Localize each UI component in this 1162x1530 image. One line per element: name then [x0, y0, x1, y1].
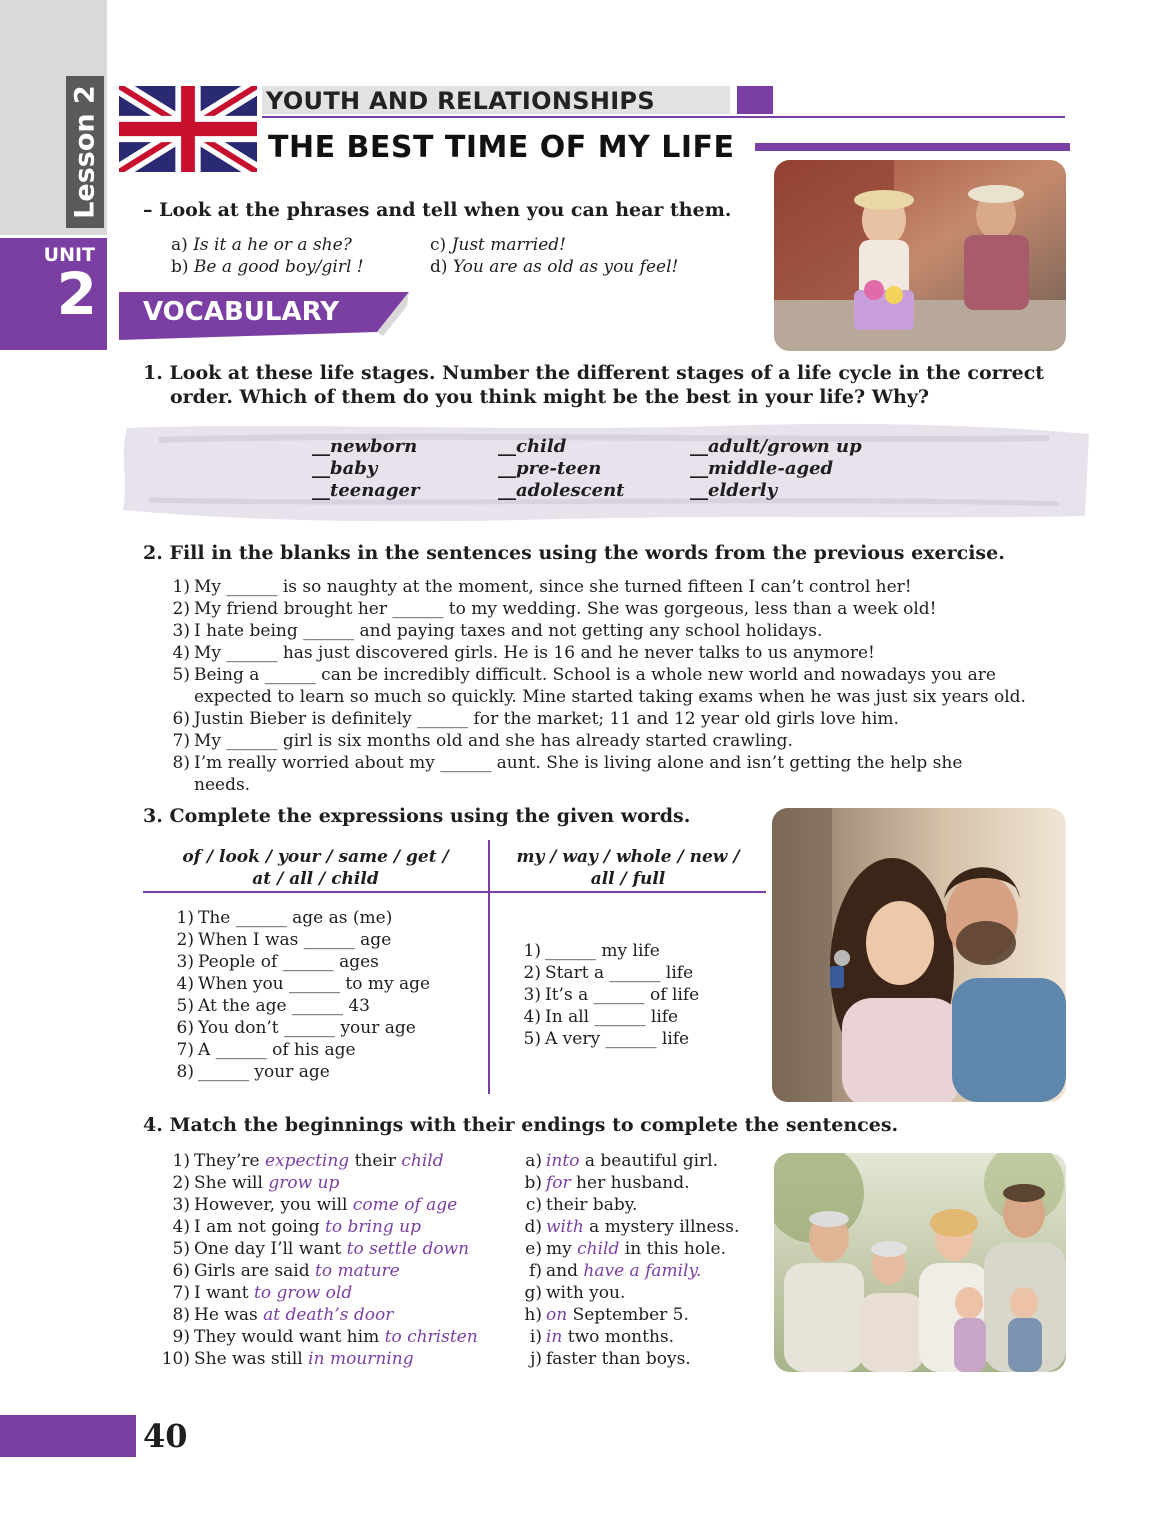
- ending-item: f) and have a family.: [529, 1261, 702, 1281]
- ex4-endings: [522, 1150, 772, 1370]
- beginning-item: 5) One day I’ll want to settle down: [172, 1239, 470, 1259]
- table-rule: [143, 891, 766, 893]
- stage-item: __teenager: [312, 480, 420, 501]
- ending-item: d) with a mystery illness.: [524, 1217, 740, 1237]
- option-d: d) You are as old as you feel!: [430, 257, 679, 277]
- beginning-item: 8) He was at death’s door: [172, 1305, 394, 1325]
- stage-item: __adolescent: [498, 480, 625, 501]
- ex1-line1: 1. Look at these life stages. Number the different stages of a life cycle in the correct: [143, 362, 1045, 384]
- intro-question: – Look at the phrases and tell when you can hear them.: [143, 199, 732, 221]
- photo-couple-with-key: [772, 808, 1066, 1102]
- unit-word: UNIT: [43, 244, 95, 266]
- table-divider: [488, 840, 490, 1094]
- ex2-item: expected to learn so much so quickly. Mine started taking exams when he was just six years old.: [194, 687, 1026, 707]
- ending-item: b) for her husband.: [524, 1173, 690, 1193]
- ex2-item: 3) I hate being ______ and paying taxes and not getting any school holidays.: [172, 621, 823, 641]
- ex2-item: 5) Being a ______ can be incredibly difficult. School is a whole new world and nowadays you are: [172, 665, 996, 685]
- ex3-left-list: [172, 907, 482, 1083]
- ex2-question: 2. Fill in the blanks in the sentences using the words from the previous exercise.: [143, 542, 1005, 564]
- ex3-right-item: 4) In all ______ life: [523, 1007, 679, 1027]
- ex3-left-item: 1) The ______ age as (me): [176, 908, 393, 928]
- ex3-left-item: 4) When you ______ to my age: [176, 974, 431, 994]
- ex3-left-item: 6) You don’t ______ your age: [176, 1018, 416, 1038]
- stage-item: __child: [498, 436, 567, 457]
- ex2-item: 4) My ______ has just discovered girls. He is 16 and he never talks to us anymore!: [172, 643, 875, 663]
- ex4-question: 4. Match the beginnings with their endings to complete the sentences.: [143, 1114, 899, 1136]
- ex1-line2: order. Which of them do you think might be the best in your life? Why?: [170, 386, 930, 408]
- stage-item: __adult/grown up: [690, 436, 862, 457]
- stage-item: __elderly: [690, 480, 778, 501]
- ex3-left-header: of / look / your / same / get / at / all / child: [182, 847, 449, 889]
- stage-item: __baby: [312, 458, 378, 479]
- ex3-left-item: 8) ______ your age: [176, 1062, 330, 1082]
- ending-item: e) my child in this hole.: [525, 1239, 726, 1259]
- page-number: 40: [143, 1417, 188, 1455]
- photo-couple-bicycles: [774, 160, 1066, 351]
- ending-item: h) on September 5.: [524, 1305, 689, 1325]
- option-b: b) Be a good boy/girl !: [171, 257, 364, 277]
- unit-badge: [0, 238, 107, 350]
- ex2-item: 2) My friend brought her ______ to my wedding. She was gorgeous, less than a week old!: [172, 599, 937, 619]
- beginning-item: 3) However, you will come of age: [172, 1195, 458, 1215]
- ex2-item: 6) Justin Bieber is definitely ______ for the market; 11 and 12 year old girls love him.: [172, 709, 899, 729]
- vocabulary-heading: VOCABULARY: [143, 297, 340, 327]
- ex2-item: 7) My ______ girl is six months old and she has already started crawling.: [172, 731, 793, 751]
- ending-item: g) with you.: [524, 1283, 626, 1303]
- ex3-left-item: 2) When I was ______ age: [176, 930, 392, 950]
- beginning-item: 6) Girls are said to mature: [172, 1261, 400, 1281]
- beginning-item: 1) They’re expecting their child: [172, 1151, 444, 1171]
- ex2-item: 1) My ______ is so naughty at the moment, since she turned fifteen I can’t control her!: [172, 577, 912, 597]
- beginning-item: 10) She was still in mourning: [161, 1349, 414, 1369]
- ex3-left-item: 7) A ______ of his age: [176, 1040, 356, 1060]
- ex3-left-item: 3) People of ______ ages: [176, 952, 379, 972]
- ex2-list: [168, 576, 1068, 796]
- uk-flag-icon: [119, 86, 257, 172]
- photo-family: [774, 1153, 1066, 1372]
- ex3-left-item: 5) At the age ______ 43: [176, 996, 370, 1016]
- stage-item: __pre-teen: [498, 458, 602, 479]
- lesson-tab: [66, 76, 104, 228]
- beginning-item: 2) She will grow up: [172, 1173, 340, 1193]
- ex3-right-header: my / way / whole / new / all / full: [516, 847, 740, 889]
- ex4-beginnings: [160, 1150, 520, 1370]
- ex3-right-item: 2) Start a ______ life: [523, 963, 694, 983]
- beginning-item: 7) I want to grow old: [172, 1283, 353, 1303]
- ex3-right-item: 5) A very ______ life: [523, 1029, 690, 1049]
- ex2-item: needs.: [194, 775, 251, 795]
- ex3-question: 3. Complete the expressions using the given words.: [143, 805, 691, 827]
- ending-item: c) their baby.: [525, 1195, 638, 1215]
- option-c: c) Just married!: [430, 235, 567, 255]
- unit-number: 2: [56, 260, 97, 328]
- beginning-item: 4) I am not going to bring up: [172, 1217, 421, 1237]
- topic-heading: YOUTH AND RELATIONSHIPS: [266, 87, 655, 115]
- brush-background: [119, 420, 1094, 524]
- ending-item: j) faster than boys.: [530, 1349, 691, 1369]
- beginning-item: 9) They would want him to christen: [172, 1327, 478, 1347]
- header-accent: [737, 86, 773, 114]
- page-title: THE BEST TIME OF MY LIFE: [268, 130, 735, 165]
- ex1-question: [143, 361, 1066, 409]
- ending-item: a) into a beautiful girl.: [525, 1151, 719, 1171]
- option-a: a) Is it a he or a she?: [171, 235, 352, 255]
- ex3-right-list: [519, 940, 759, 1050]
- ex3-right-item: 3) It’s a ______ of life: [523, 985, 700, 1005]
- ex3-right-item: 1) ______ my life: [523, 941, 660, 961]
- ex2-item: 8) I’m really worried about my ______ aunt. She is living alone and isn’t getting the help she: [172, 753, 963, 773]
- title-accent-bar: [755, 143, 1070, 151]
- lesson-label: Lesson 2: [69, 85, 101, 219]
- footer-bar: [0, 1415, 136, 1457]
- stage-item: __middle-aged: [690, 458, 834, 479]
- ending-item: i) in two months.: [529, 1327, 675, 1347]
- divider: [262, 116, 1065, 118]
- stage-item: __newborn: [312, 436, 418, 457]
